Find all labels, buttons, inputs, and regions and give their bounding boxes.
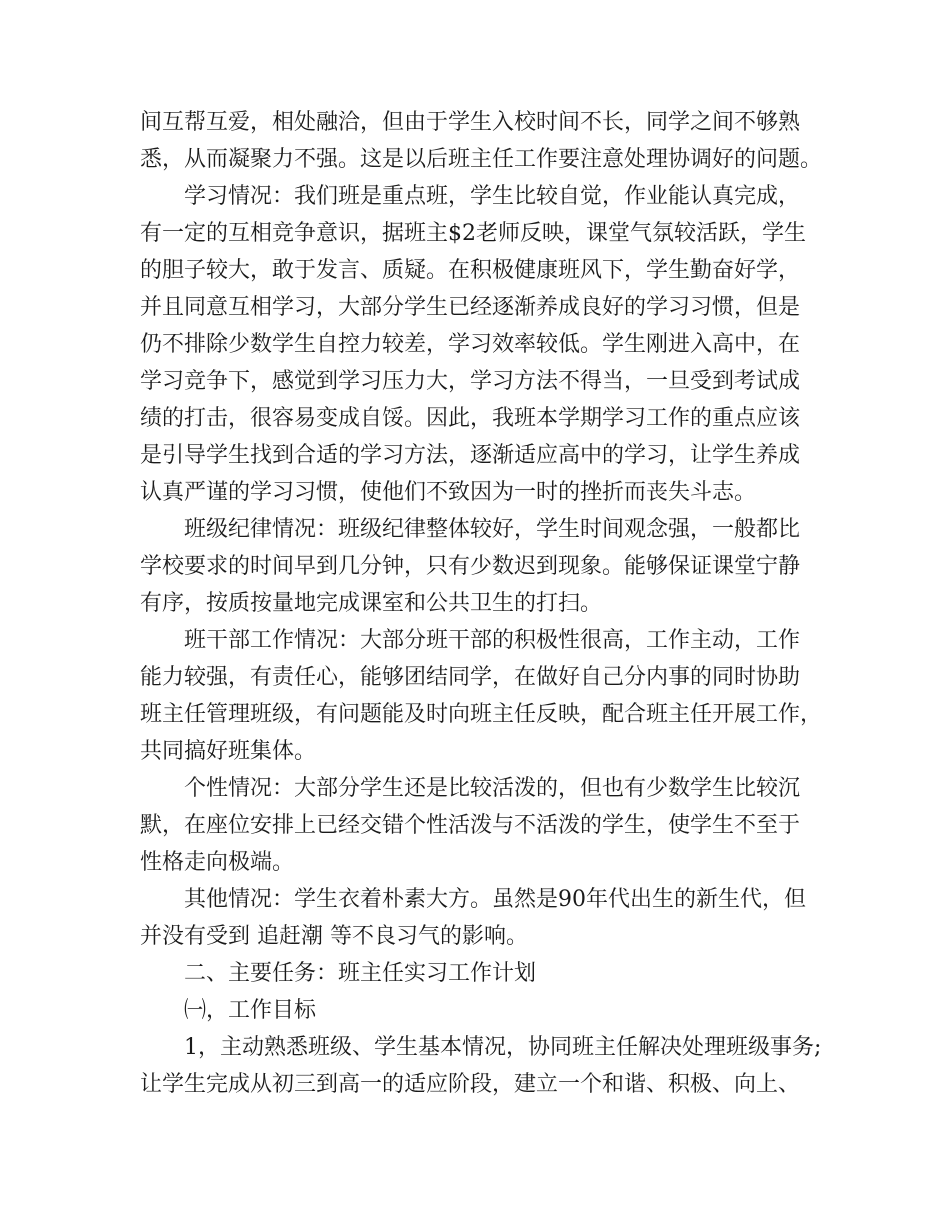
text-line: 学校要求的时间早到几分钟，只有少数迟到现象。能够保证课堂宁静 — [140, 554, 801, 579]
text-line: 让学生完成从初三到高一的适应阶段，建立一个和谐、积极、向上、 — [140, 1072, 801, 1097]
text-line: 二、主要任务：班主任实习工作计划 — [140, 961, 537, 986]
text-line: 1，主动熟悉班级、学生基本情况，协同班主任解决处理班级事务; — [140, 1035, 822, 1060]
document-body — [140, 104, 830, 1103]
text-line: 认真严谨的学习习惯，使他们不致因为一时的挫折而丧失斗志。 — [140, 480, 757, 505]
text-line: 学习情况：我们班是重点班，学生比较自觉，作业能认真完成， — [140, 184, 801, 209]
text-line: 有一定的互相竞争意识，据班主$2老师反映，课堂气氛较活跃，学生 — [140, 221, 806, 246]
text-line: 有序，按质按量地完成课室和公共卫生的打扫。 — [140, 591, 603, 616]
text-line: 绩的打击，很容易变成自馁。因此，我班本学期学习工作的重点应该 — [140, 406, 801, 431]
text-line: 的胆子较大，敢于发言、质疑。在积极健康班风下，学生勤奋好学， — [140, 258, 801, 283]
text-line: 班主任管理班级，有问题能及时向班主任反映，配合班主任开展工作， — [140, 702, 823, 727]
text-line: 间互帮互爱，相处融洽，但由于学生入校时间不长，同学之间不够熟 — [140, 110, 801, 135]
text-line: 其他情况：学生衣着朴素大方。虽然是90年代出生的新生代，但 — [140, 887, 806, 912]
text-line: 默，在座位安排上已经交错个性活泼与不活泼的学生，使学生不至于 — [140, 813, 801, 838]
text-line: ㈠，工作目标 — [140, 998, 317, 1023]
text-line: 悉，从而凝聚力不强。这是以后班主任工作要注意处理协调好的问题。 — [140, 147, 823, 172]
text-line: 并没有受到 追赶潮 等不良习气的影响。 — [140, 924, 528, 949]
text-line: 并且同意互相学习，大部分学生已经逐渐养成良好的学习习惯，但是 — [140, 295, 801, 320]
text-line: 共同搞好班集体。 — [140, 739, 317, 764]
text-line: 能力较强，有责任心，能够团结同学，在做好自己分内事的同时协助 — [140, 665, 801, 690]
text-line: 班级纪律情况：班级纪律整体较好，学生时间观念强，一般都比 — [140, 517, 801, 542]
text-line: 是引导学生找到合适的学习方法，逐渐适应高中的学习，让学生养成 — [140, 443, 801, 468]
text-line: 班干部工作情况：大部分班干部的积极性很高，工作主动，工作 — [140, 628, 801, 653]
text-line: 性格走向极端。 — [140, 850, 295, 875]
text-line: 仍不排除少数学生自控力较差，学习效率较低。学生刚进入高中，在 — [140, 332, 801, 357]
text-line: 学习竞争下，感觉到学习压力大，学习方法不得当，一旦受到考试成 — [140, 369, 801, 394]
text-line: 个性情况：大部分学生还是比较活泼的，但也有少数学生比较沉 — [140, 776, 801, 801]
